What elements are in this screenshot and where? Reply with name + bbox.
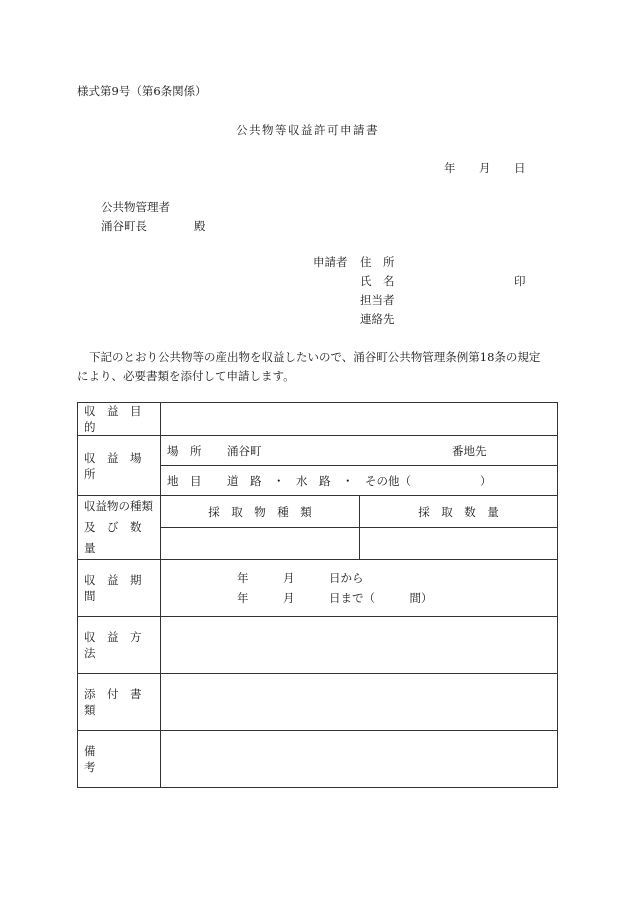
product-label bbox=[78, 496, 161, 560]
date-month: 月 bbox=[479, 161, 491, 175]
product-label-line1: 収益物の種類 bbox=[84, 499, 153, 513]
applicant-address-label: 住 所 bbox=[360, 255, 395, 269]
page-title: 公共物等収益許可申請書 bbox=[236, 123, 379, 137]
row-place-1 bbox=[78, 436, 558, 466]
body-text-line1: 下記のとおり公共物等の産出物を収益したいので、涌谷町公共物管理条例第18条の規定 bbox=[89, 350, 541, 364]
place-label: 収 益 場 所 bbox=[78, 436, 161, 496]
row-remarks bbox=[78, 731, 558, 788]
product-kind-field[interactable] bbox=[161, 528, 360, 560]
remarks-field[interactable] bbox=[161, 731, 558, 788]
place-location-suffix: 番地先 bbox=[452, 443, 487, 458]
addressee-honorific: 殿 bbox=[194, 219, 206, 233]
place-category-options: 道 路 ・ 水 路 ・ その他（ ） bbox=[227, 473, 492, 488]
addressee-line2: 涌谷町長 bbox=[101, 219, 147, 233]
application-table bbox=[77, 402, 558, 788]
method-label: 収 益 方 法 bbox=[78, 617, 161, 674]
period-field[interactable] bbox=[161, 560, 558, 617]
applicant-heading: 申請者 bbox=[313, 255, 348, 269]
date-year: 年 bbox=[444, 161, 456, 175]
place-location-label: 場 所 bbox=[167, 443, 202, 458]
place-category-label: 地 目 bbox=[167, 473, 202, 488]
row-product-header bbox=[78, 496, 558, 528]
row-purpose bbox=[78, 403, 558, 436]
product-qty-field[interactable] bbox=[360, 528, 558, 560]
period-label: 収 益 期 間 bbox=[78, 560, 161, 617]
attachments-field[interactable] bbox=[161, 674, 558, 731]
product-label-line2: 及 び 数 量 bbox=[84, 520, 153, 555]
applicant-name-label: 氏 名 bbox=[360, 274, 395, 288]
period-from: 年 月 日から bbox=[237, 571, 364, 585]
attachments-label: 添 付 書 類 bbox=[78, 674, 161, 731]
place-category-field[interactable] bbox=[161, 466, 558, 496]
date-day: 日 bbox=[514, 161, 526, 175]
row-period bbox=[78, 560, 558, 617]
remarks-label: 備 考 bbox=[78, 731, 161, 788]
period-to: 年 月 日まで（ 間） bbox=[237, 591, 433, 605]
row-attachments bbox=[78, 674, 558, 731]
col-kind-header: 採 取 物 種 類 bbox=[161, 496, 360, 528]
form-number: 様式第9号（第6条関係） bbox=[77, 84, 207, 98]
purpose-label: 収 益 目 的 bbox=[78, 403, 161, 436]
purpose-field[interactable] bbox=[161, 403, 558, 436]
place-location-value: 涌谷町 bbox=[227, 443, 262, 458]
applicant-person-label: 担当者 bbox=[360, 293, 395, 307]
seal-mark: 印 bbox=[514, 274, 526, 288]
method-field[interactable] bbox=[161, 617, 558, 674]
place-location-field[interactable] bbox=[161, 436, 558, 466]
col-qty-header: 採 取 数 量 bbox=[360, 496, 558, 528]
addressee-line1: 公共物管理者 bbox=[101, 200, 170, 214]
body-text-line2: により、必要書類を添付して申請します。 bbox=[77, 369, 295, 383]
applicant-contact-label: 連絡先 bbox=[360, 312, 395, 326]
row-method bbox=[78, 617, 558, 674]
